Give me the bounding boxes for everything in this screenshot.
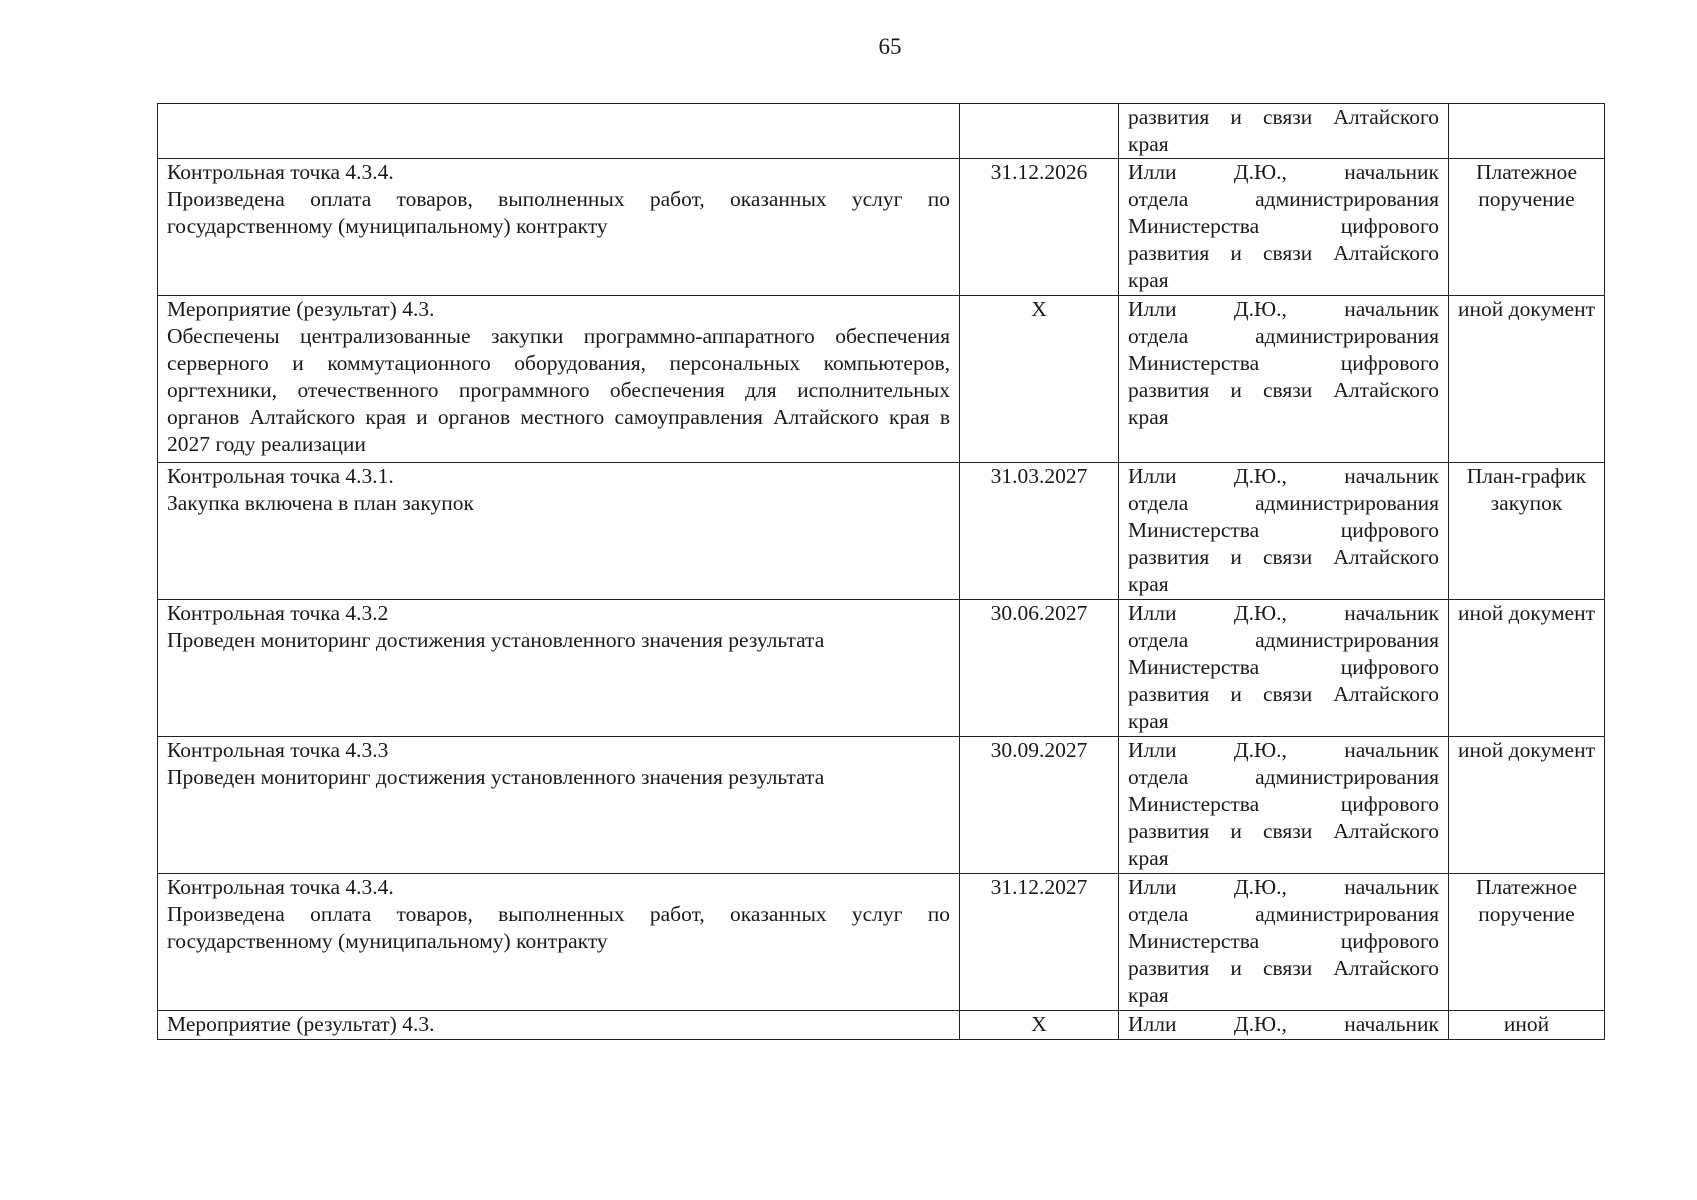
responsible-line: развития и связи Алтайского <box>1128 241 1439 265</box>
cell-term: 31.12.2027 <box>960 874 1119 1011</box>
responsible-line: Илли Д.Ю., начальник <box>1128 1012 1439 1036</box>
table-row <box>158 1011 1605 1040</box>
table-row <box>158 600 1605 737</box>
cell-name <box>158 737 960 874</box>
row-text: Произведена оплата товаров, выполненных работ, оказанных услуг по государственному (муниципальному) контракту <box>167 187 950 238</box>
responsible-line: Илли Д.Ю., начальник <box>1128 875 1439 899</box>
cell-responsible <box>1119 463 1449 600</box>
cell-name <box>158 600 960 737</box>
responsible-line: развития и связи Алтайского <box>1128 105 1439 129</box>
row-text: Произведена оплата товаров, выполненных работ, оказанных услуг по государственному (муниципальному) контракту <box>167 902 950 953</box>
responsible-line: края <box>1128 132 1169 156</box>
cell-responsible <box>1119 737 1449 874</box>
cell-name <box>158 159 960 296</box>
responsible-line: края <box>1128 983 1169 1007</box>
responsible-line: развития и связи Алтайского <box>1128 545 1439 569</box>
responsible-line: Илли Д.Ю., начальник <box>1128 464 1439 488</box>
responsible-line: отдела администрирования <box>1128 187 1439 211</box>
cell-document: иной <box>1449 1011 1605 1040</box>
responsible-line: Министерства цифрового <box>1128 792 1439 816</box>
responsible-line: отдела администрирования <box>1128 765 1439 789</box>
cell-name <box>158 463 960 600</box>
row-text: Проведен мониторинг достижения установленного значения результата <box>167 765 825 789</box>
cell-responsible <box>1119 874 1449 1011</box>
table-row <box>158 874 1605 1011</box>
cell-responsible <box>1119 1011 1449 1040</box>
responsible-line: Министерства цифрового <box>1128 929 1439 953</box>
cell-term: 31.12.2026 <box>960 159 1119 296</box>
row-title: Контрольная точка 4.3.4. <box>167 875 394 899</box>
responsible-line: Илли Д.Ю., начальник <box>1128 297 1439 321</box>
responsible-line: Илли Д.Ю., начальник <box>1128 160 1439 184</box>
cell-document: иной документ <box>1449 600 1605 737</box>
row-title: Контрольная точка 4.3.2 <box>167 601 389 625</box>
table-row <box>158 463 1605 600</box>
responsible-line: Илли Д.Ю., начальник <box>1128 738 1439 762</box>
cell-term <box>960 104 1119 159</box>
cell-document <box>1449 104 1605 159</box>
responsible-line: края <box>1128 405 1169 429</box>
responsible-line: Илли Д.Ю., начальник <box>1128 601 1439 625</box>
cell-document: План-график закупок <box>1449 463 1605 600</box>
cell-name <box>158 296 960 463</box>
cell-responsible <box>1119 159 1449 296</box>
cell-name <box>158 1011 960 1040</box>
cell-term: X <box>960 296 1119 463</box>
row-title: Контрольная точка 4.3.3 <box>167 738 389 762</box>
cell-term: 31.03.2027 <box>960 463 1119 600</box>
table-row-continuation <box>158 104 1605 159</box>
responsible-line: Министерства цифрового <box>1128 655 1439 679</box>
responsible-line: Министерства цифрового <box>1128 518 1439 542</box>
responsible-line: развития и связи Алтайского <box>1128 956 1439 980</box>
row-title: Мероприятие (результат) 4.3. <box>167 297 435 321</box>
cell-document: Платежное поручение <box>1449 874 1605 1011</box>
responsible-line: отдела администрирования <box>1128 491 1439 515</box>
plan-table <box>157 103 1605 1040</box>
row-title: Мероприятие (результат) 4.3. <box>167 1012 435 1036</box>
table-row <box>158 737 1605 874</box>
cell-responsible <box>1119 296 1449 463</box>
cell-document: иной документ <box>1449 296 1605 463</box>
responsible-line: края <box>1128 572 1169 596</box>
row-title: Контрольная точка 4.3.1. <box>167 464 394 488</box>
cell-term: X <box>960 1011 1119 1040</box>
row-text: Обеспечены централизованные закупки программно-аппаратного обеспечения серверного и коммутационного оборудования, персональных компьютеров, оргтехники, отечественного программного обеспечения для исполнительных органов Алтайского края и органов местного самоуправления Алтайского края в 2027 году реализации <box>167 324 950 456</box>
page-number: 65 <box>878 34 902 59</box>
responsible-line: развития и связи Алтайского <box>1128 378 1439 402</box>
responsible-line: развития и связи Алтайского <box>1128 682 1439 706</box>
cell-name <box>158 874 960 1011</box>
responsible-line: края <box>1128 268 1169 292</box>
responsible-line: Министерства цифрового <box>1128 351 1439 375</box>
row-text: Проведен мониторинг достижения установленного значения результата <box>167 628 825 652</box>
cell-document: Платежное поручение <box>1449 159 1605 296</box>
row-text: Закупка включена в план закупок <box>167 491 474 515</box>
row-title: Контрольная точка 4.3.4. <box>167 160 394 184</box>
responsible-line: края <box>1128 846 1169 870</box>
cell-name <box>158 104 960 159</box>
cell-responsible <box>1119 600 1449 737</box>
cell-term: 30.09.2027 <box>960 737 1119 874</box>
responsible-line: Министерства цифрового <box>1128 214 1439 238</box>
table-row <box>158 296 1605 463</box>
table-row <box>158 159 1605 296</box>
cell-term: 30.06.2027 <box>960 600 1119 737</box>
cell-responsible <box>1119 104 1449 159</box>
responsible-line: края <box>1128 709 1169 733</box>
responsible-line: отдела администрирования <box>1128 324 1439 348</box>
responsible-line: развития и связи Алтайского <box>1128 819 1439 843</box>
responsible-line: отдела администрирования <box>1128 628 1439 652</box>
responsible-line: отдела администрирования <box>1128 902 1439 926</box>
cell-document: иной документ <box>1449 737 1605 874</box>
